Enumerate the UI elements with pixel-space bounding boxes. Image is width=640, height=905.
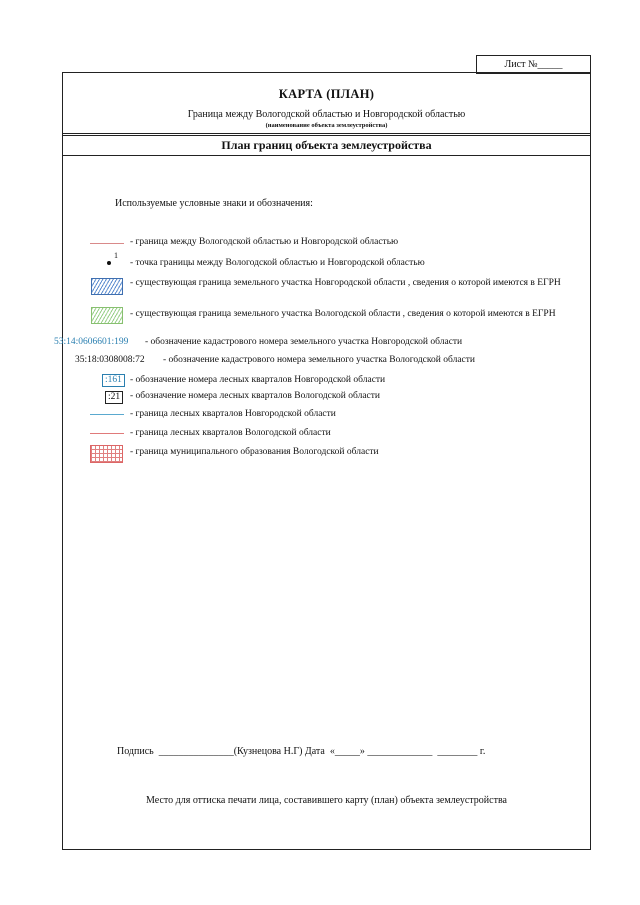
legend-item-novgorod-forest-quarter: - обозначение номера лесных кварталов Новгородской области [130, 375, 386, 385]
legend-item-boundary-point: - точка границы между Вологодской областью и Новгородской областью [130, 258, 425, 268]
vologda-forest-boundary-line-symbol [90, 433, 124, 434]
legend-item-vologda-forest-boundary: - граница лесных кварталов Вологодской области [130, 428, 331, 438]
header-divider-double [63, 135, 590, 136]
plan-title: План границ объекта землеустройства [221, 138, 432, 152]
header-divider [63, 133, 590, 134]
novgorod-forest-boundary-line-symbol [90, 414, 124, 415]
seal-placeholder-text: Место для оттиска печати лица, составившего карту (план) объекта землеустройства [146, 795, 507, 806]
legend-item-vologda-cadastral: - обозначение кадастрового номера земельного участка Вологодской области [163, 355, 476, 365]
legend-item-novgorod-forest-boundary: - граница лесных кварталов Новгородской области [130, 409, 336, 419]
legend-item-municipality-boundary: - граница муниципального образования Вологодской области [130, 447, 379, 457]
legend-item-region-boundary: - граница между Вологодской областью и Новгородской областью [130, 237, 399, 247]
signature-line: Подпись _______________(Кузнецова Н.Г) Дата «_____» _____________ ________ г. [117, 746, 486, 757]
legend-heading: Используемые условные знаки и обозначения: [115, 198, 313, 209]
municipality-grid-icon [90, 445, 123, 463]
object-name-caption: (наименование объекта землеустройства) [265, 122, 388, 129]
plan-title-divider [63, 155, 590, 156]
novgorod-cadastral-sample: 53:14:0606601:199 [54, 337, 129, 347]
vologda-parcel-hatch-icon [91, 307, 123, 324]
document-title: КАРТА (ПЛАН) [278, 87, 375, 101]
novgorod-parcel-hatch-icon [91, 278, 123, 295]
legend-item-novgorod-parcel: - существующая граница земельного участка Новгородской области , сведения о которой имеются в ЕГРН [130, 278, 561, 288]
novgorod-forest-quarter-sample: :161 [102, 374, 125, 387]
region-boundary-line-symbol [90, 243, 124, 244]
object-name: Граница между Вологодской областью и Новгородской областью [187, 109, 466, 120]
vologda-forest-quarter-sample: :21 [105, 391, 123, 404]
legend-item-vologda-forest-quarter: - обозначение номера лесных кварталов Вологодской области [130, 391, 380, 401]
boundary-point-number: 1 [114, 251, 118, 260]
legend-item-vologda-parcel: - существующая граница земельного участка Вологодской области , сведения о которой имеются в ЕГРН [130, 309, 556, 319]
boundary-point-icon [107, 261, 111, 265]
map-frame [54, 72, 591, 850]
vologda-cadastral-sample: 35:18:0308008:72 [75, 355, 145, 365]
sheet-number-label: Лист №_____ [504, 59, 563, 70]
legend-item-novgorod-cadastral: - обозначение кадастрового номера земельного участка Новгородской области [145, 337, 463, 347]
